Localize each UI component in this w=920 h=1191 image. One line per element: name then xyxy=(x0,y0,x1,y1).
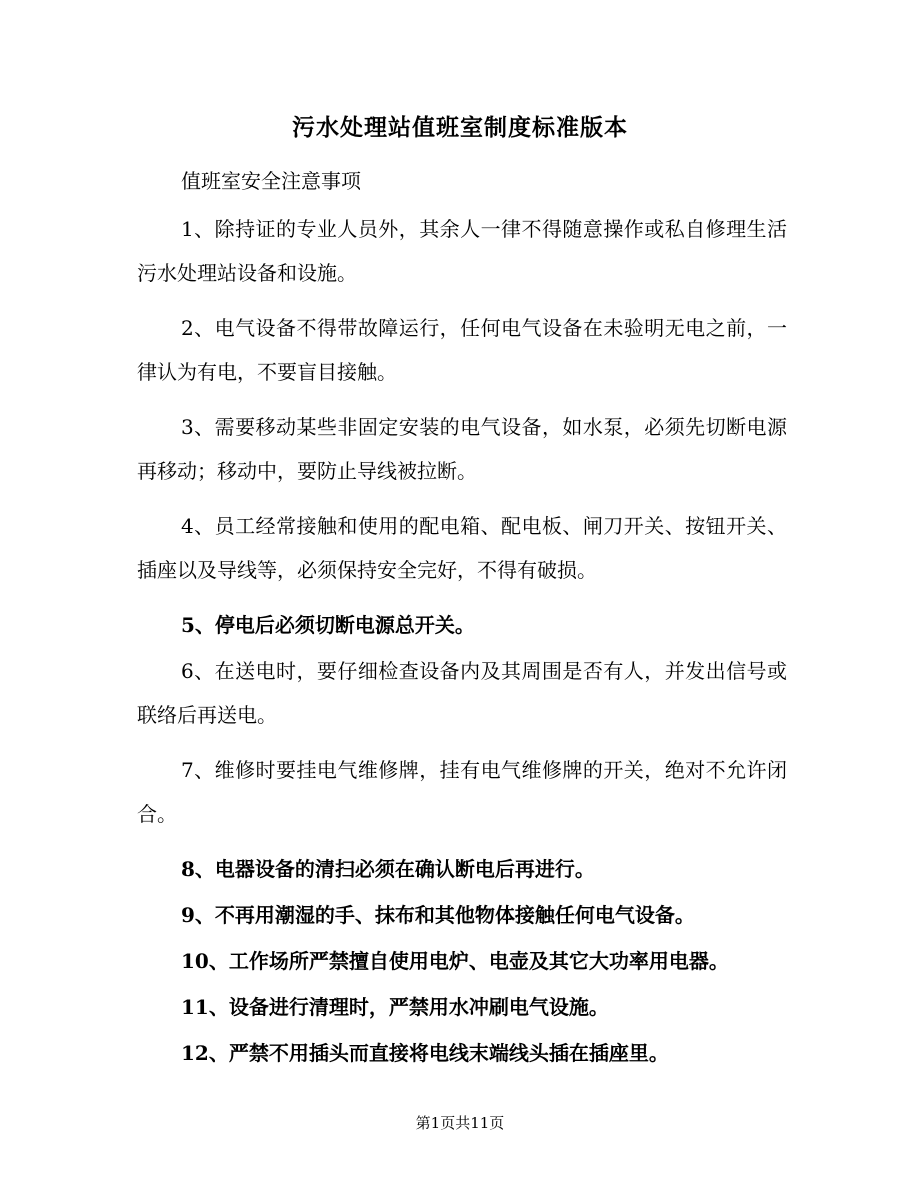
paragraph-6: 6、在送电时，要仔细检查设备内及其周围是否有人，并发出信号或联络后再送电。 xyxy=(137,659,787,727)
paragraph-7: 7、维修时要挂电气维修牌，挂有电气维修牌的开关，绝对不允许闭合。 xyxy=(137,758,787,826)
paragraph-4: 4、员工经常接触和使用的配电箱、配电板、闸刀开关、按钮开关、插座以及导线等，必须保持安全完好，不得有破损。 xyxy=(137,514,787,582)
document-body xyxy=(137,207,787,1077)
paragraph-11: 11、设备进行清理时，严禁用水冲刷电气设施。 xyxy=(181,995,609,1019)
paragraph-8: 8、电器设备的清扫必须在确认断电后再进行。 xyxy=(181,857,595,881)
paragraph-2: 2、电气设备不得带故障运行，任何电气设备在未验明无电之前，一律认为有电，不要盲目接触。 xyxy=(137,316,787,384)
section-heading: 值班室安全注意事项 xyxy=(181,169,361,193)
paragraph-10: 10、工作场所严禁擅自使用电炉、电壶及其它大功率用电器。 xyxy=(181,949,729,973)
page-number: 第1页共11页 xyxy=(415,1114,505,1132)
paragraph-1: 1、除持证的专业人员外，其余人一律不得随意操作或私自修理生活污水处理站设备和设施。 xyxy=(137,217,787,285)
paragraph-12: 12、严禁不用插头而直接将电线末端线头插在插座里。 xyxy=(181,1041,669,1065)
paragraph-3: 3、需要移动某些非固定安装的电气设备，如水泵，必须先切断电源再移动；移动中，要防止导线被拉断。 xyxy=(137,415,787,483)
paragraph-5: 5、停电后必须切断电源总开关。 xyxy=(181,613,475,637)
paragraph-9: 9、不再用潮湿的手、抹布和其他物体接触任何电气设备。 xyxy=(181,903,695,927)
document-title: 污水处理站值班室制度标准版本 xyxy=(292,114,628,141)
